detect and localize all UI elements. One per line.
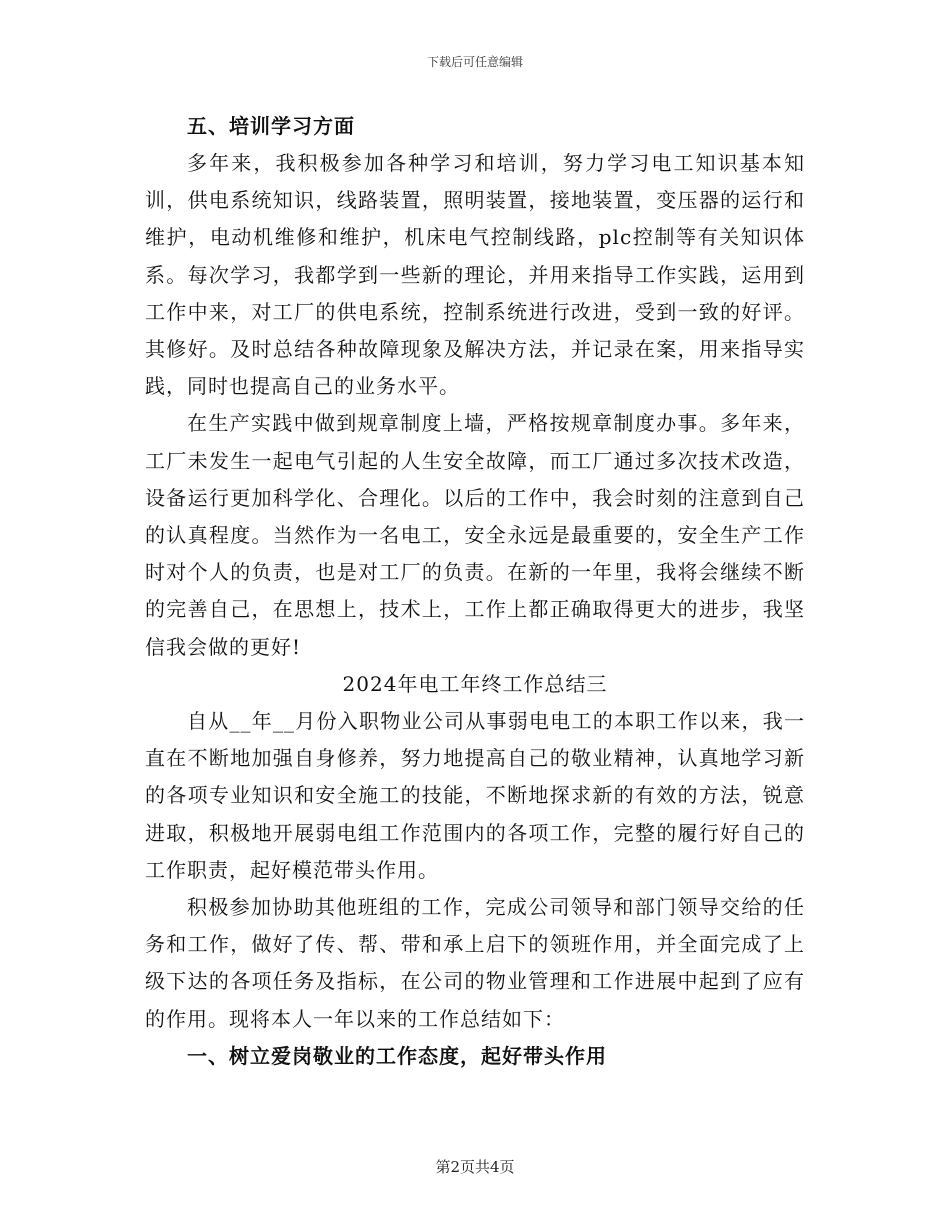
paragraph: 积极参加协助其他班组的工作，完成公司领导和部门领导交给的任务和工作，做好了传、帮、带和承上启下的领班作用，并全面完成了上级下达的各项任务及指标，在公司的物业管理和工作进展中起到了应有的作用。现将本人一年以来的工作总结如下： [145, 895, 805, 1031]
document-title: 2024年电工年终工作总结三 [342, 671, 608, 696]
section-heading-training: 五、培训学习方面 [187, 114, 355, 138]
document-body [145, 108, 805, 1075]
page-number: 第2页共4页 [435, 1158, 515, 1176]
paragraph: 多年来，我积极参加各种学习和培训，努力学习电工知识基本知训，供电系统知识，线路装置，照明装置，接地装置，变压器的运行和维护，电动机维修和维护，机床电气控制线路，plc控制等有关知识体系。每次学习，我都学到一些新的理论，并用来指导工作实践，运用到工作中来，对工厂的供电系统，控制系统进行改进，受到一致的好评。其修好。及时总结各种故障现象及解决方法，并记录在案，用来指导实践，同时也提高自己的业务水平。 [145, 151, 805, 399]
paragraph: 自从__年__月份入职物业公司从事弱电电工的本职工作以来，我一直在不断地加强自身修养，努力地提高自己的敬业精神，认真地学习新的各项专业知识和安全施工的技能，不断地探求新的有效的方法，锐意进取，积极地开展弱电组工作范围内的各项工作，完整的履行好自己的工作职责，起好模范带头作用。 [145, 709, 805, 882]
paragraph: 在生产实践中做到规章制度上墙，严格按规章制度办事。多年来，工厂未发生一起电气引起的人生安全故障，而工厂通过多次技术改造，设备运行更加科学化、合理化。以后的工作中，我会时刻的注意到自己的认真程度。当然作为一名电工，安全永远是最重要的，安全生产工作时对个人的负责，也是对工厂的负责。在新的一年里，我将会继续不断的完善自己，在思想上，技术上，工作上都正确取得更大的进步，我坚信我会做的更好! [145, 411, 805, 659]
section-heading-attitude: 一、树立爱岗敬业的工作态度，起好带头作用 [187, 1043, 607, 1068]
header-note: 下载后可任意编辑 [426, 55, 523, 69]
